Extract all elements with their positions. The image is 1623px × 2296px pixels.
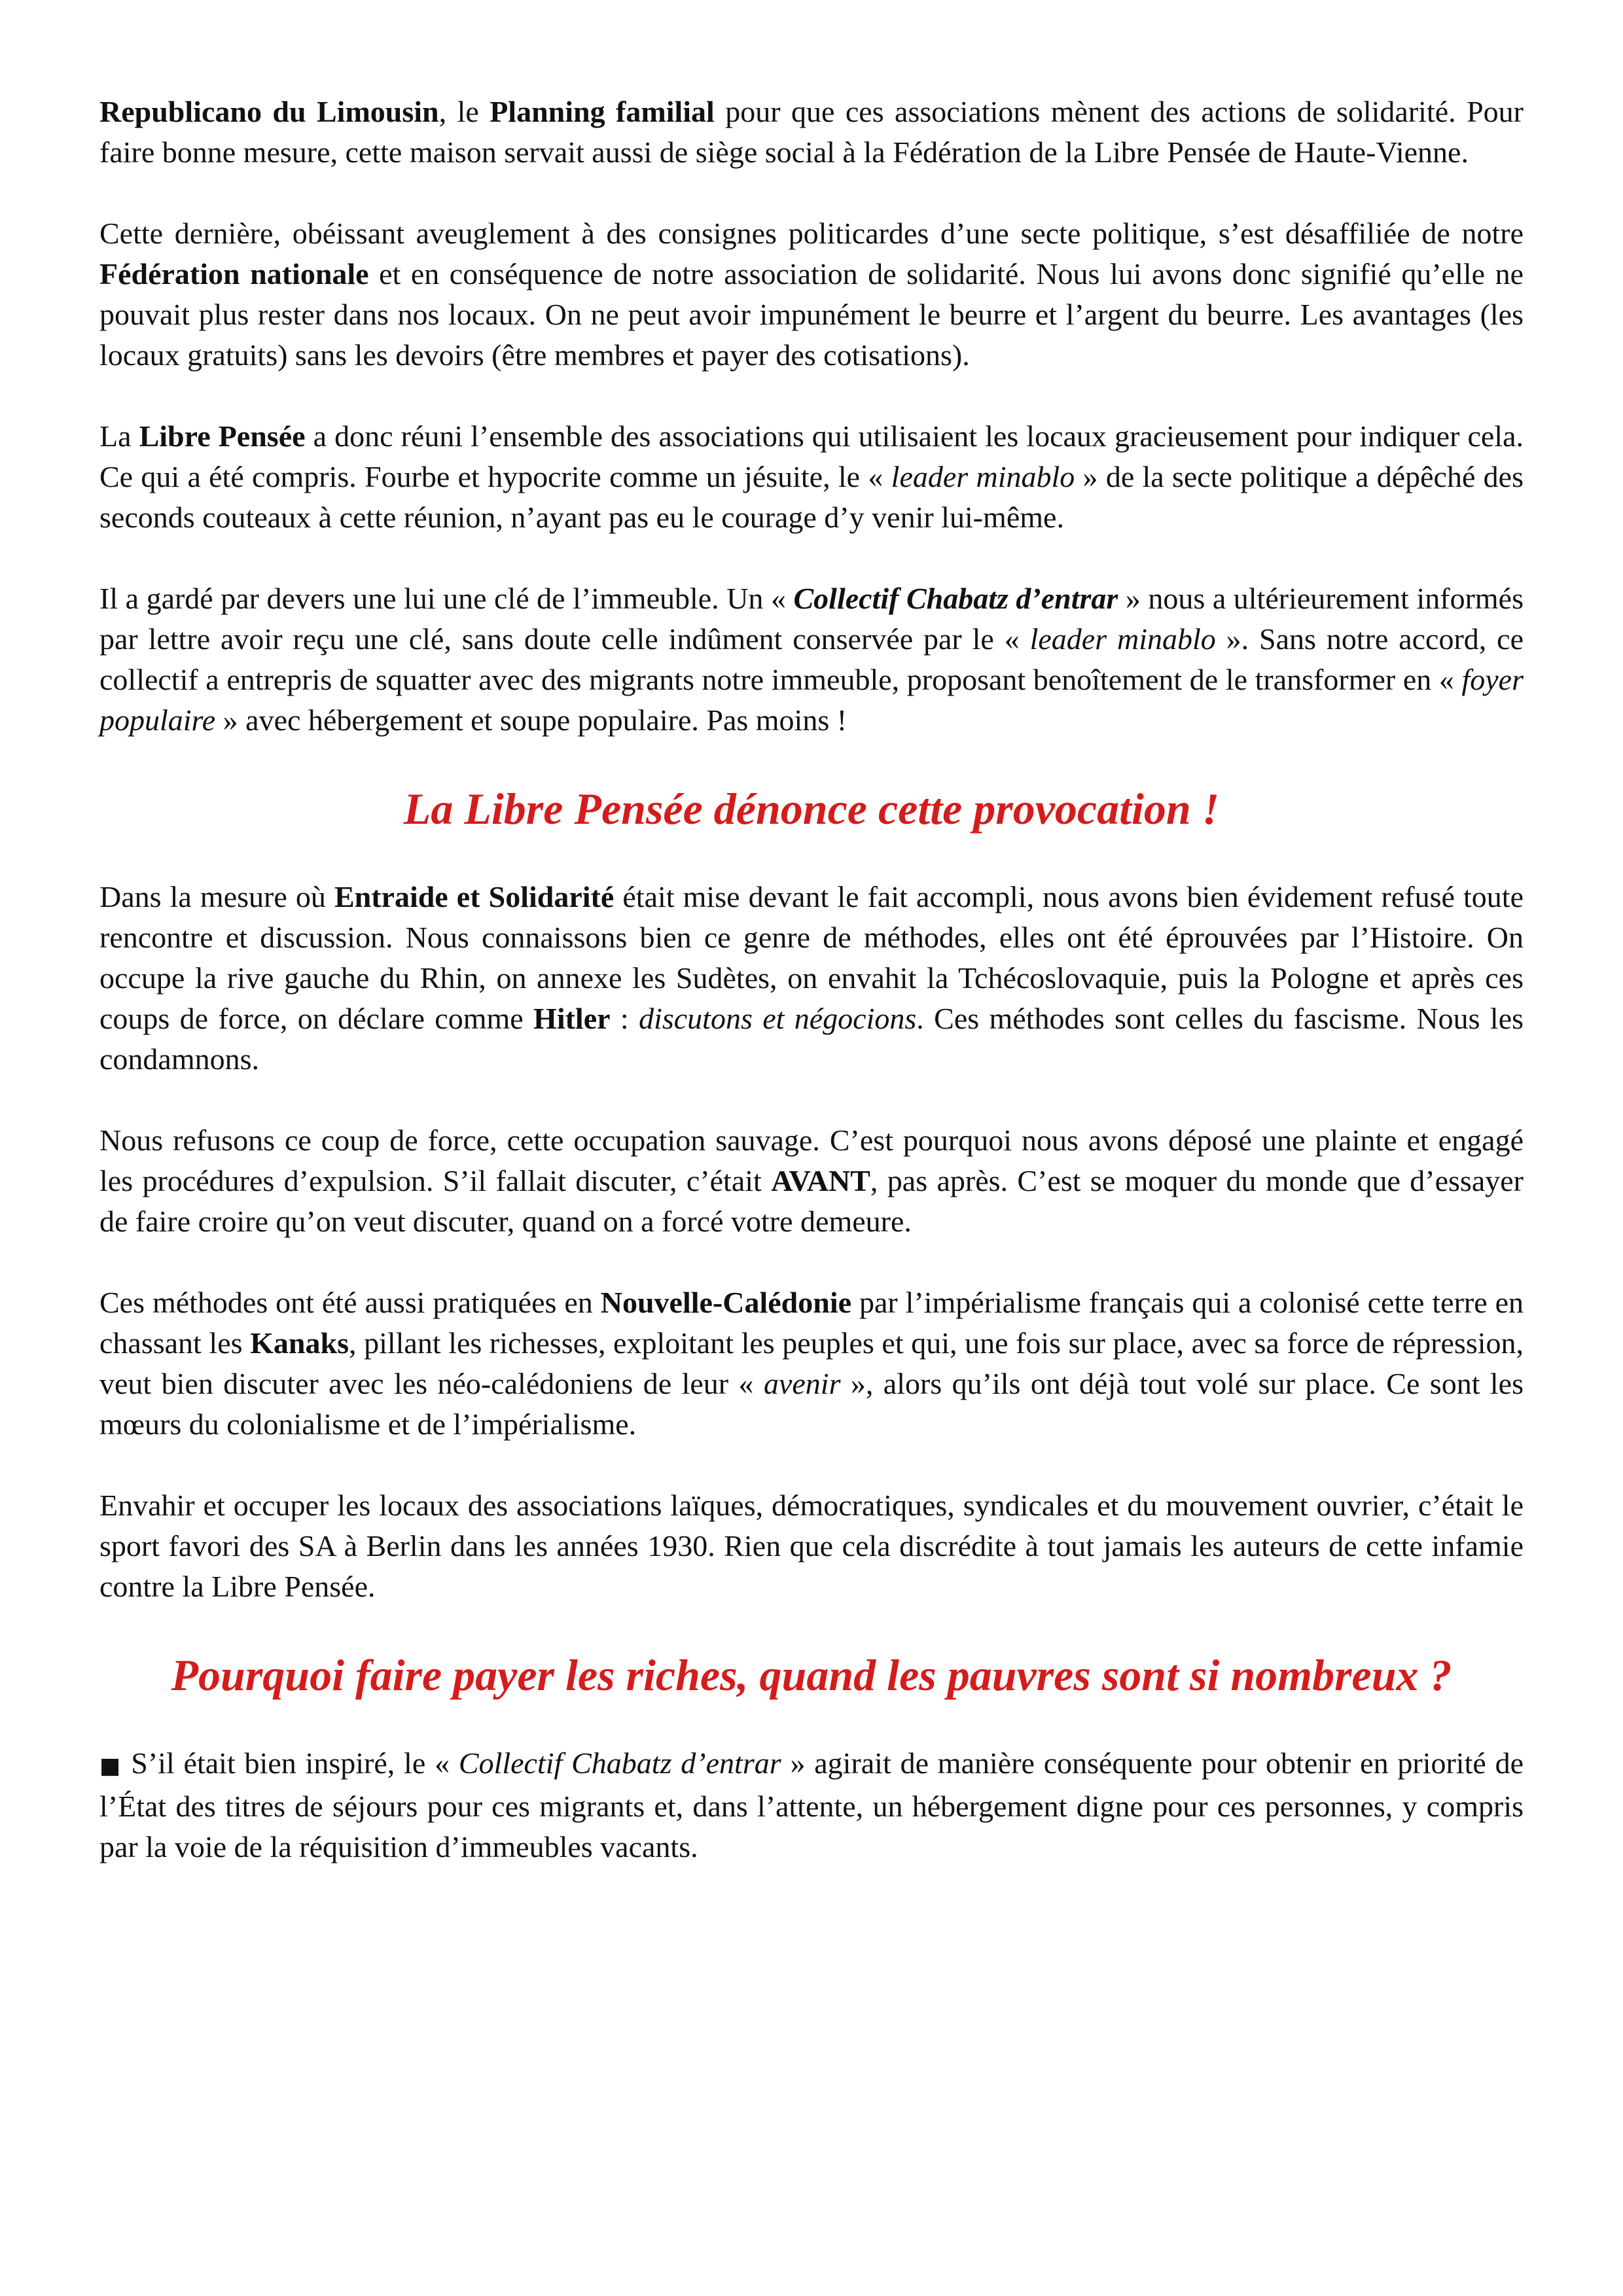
bold-term: AVANT <box>771 1164 870 1197</box>
italic-quote: Collectif Chabatz d’entrar <box>458 1746 781 1780</box>
italic-quote: foyer populaire <box>99 663 1524 737</box>
text-run: Cette dernière, obéissant aveuglement à des consignes politicardes d’une secte politique, s’est désaffiliée de notre <box>99 217 1524 250</box>
paragraph-4 <box>99 578 1524 741</box>
paragraph-7 <box>99 1282 1524 1445</box>
paragraph-2 <box>99 213 1524 376</box>
text-run: La <box>99 419 139 453</box>
text-run: Il a gardé par devers une lui une clé de l’immeuble. Un « <box>99 582 794 615</box>
text-run: : <box>610 1002 639 1035</box>
text-run: ». Sans notre accord, ce collectif a entrepris de squatter avec des migrants notre immeuble, proposant benoîtement de le transformer en « <box>99 622 1524 696</box>
paragraph-8 <box>99 1485 1524 1607</box>
text-run: a donc réuni l’ensemble des associations qui utilisaient les locaux gracieusement pour indiquer cela. Ce qui a été compris. Fourbe et hypocrite comme un jésuite, le « <box>99 419 1524 493</box>
text-run: », alors qu’ils ont déjà tout volé sur place. Ce sont les mœurs du colonialisme et de l’impérialisme. <box>99 1367 1524 1441</box>
text-run: » de la secte politique a dépêché des seconds couteaux à cette réunion, n’ayant pas eu le courage d’y venir lui-même. <box>99 460 1524 534</box>
bold-term: Hitler <box>533 1002 611 1035</box>
italic-quote: leader minablo <box>1029 622 1216 656</box>
bold-term: Republicano du Limousin <box>99 95 439 128</box>
italic-quote: leader minablo <box>891 460 1075 493</box>
bold-term: Nouvelle-Calédonie <box>600 1286 852 1319</box>
text-run: pour que ces associations mènent des actions de solidarité. Pour faire bonne mesure, cette maison servait aussi de siège social à la Fédération de la Libre Pensée de Haute-Vienne. <box>99 95 1524 169</box>
paragraph-3 <box>99 416 1524 538</box>
text-run: » avec hébergement et soupe populaire. Pas moins ! <box>215 703 847 737</box>
text-run: » agirait de manière conséquente pour obtenir en priorité de l’État des titres de séjours pour ces migrants et, dans l’attente, un hébergement digne pour ces personnes, y compris par la voie de la réquisition d’immeubles vacants. <box>99 1746 1524 1863</box>
bullet-square-icon: ■ <box>99 1753 122 1779</box>
text-run: S’il était bien inspiré, le « <box>122 1746 459 1780</box>
paragraph-1 <box>99 92 1524 173</box>
paragraph-9 <box>99 1743 1524 1867</box>
paragraph-6 <box>99 1120 1524 1242</box>
text-run: Ces méthodes ont été aussi pratiquées en <box>99 1286 601 1319</box>
text-run: . Ces méthodes sont celles du fascisme. Nous les condamnons. <box>99 1002 1524 1076</box>
bold-term: Libre Pensée <box>139 419 306 453</box>
paragraph-5 <box>99 877 1524 1080</box>
italic-quote: avenir <box>763 1367 841 1400</box>
text-run: , le <box>438 95 490 128</box>
bold-term: Fédération nationale <box>99 257 369 291</box>
bold-italic-term: Collectif Chabatz d’entrar <box>793 582 1118 615</box>
text-run: était mise devant le fait accompli, nous avons bien évidement refusé toute rencontre et discussion. Nous connaissons bien ce genre de méthodes, elles ont été éprouvées par l’Histoire. On occupe la rive gauche du Rhin, on annexe les Sudètes, on envahit la Tchécoslovaquie, puis la Pologne et après ces coups de force, on déclare comme <box>99 880 1524 1035</box>
italic-quote: discutons et négocions <box>639 1002 917 1035</box>
text-run: Nous refusons ce coup de force, cette occupation sauvage. C’est pourquoi nous avons déposé une plainte et engagé les procédures d’expulsion. S’il fallait discuter, c’était <box>99 1123 1524 1197</box>
text-run: Dans la mesure où <box>99 880 334 913</box>
bold-term: Entraide et Solidarité <box>334 880 615 913</box>
bold-term: Kanaks <box>250 1326 349 1360</box>
text-run: , pillant les richesses, exploitant les peuples et qui, une fois sur place, avec sa force de répression, veut bien discuter avec les néo-calédoniens de leur « <box>99 1326 1524 1400</box>
document-page <box>99 92 1524 1908</box>
section-heading-1: La Libre Pensée dénonce cette provocation ! <box>403 784 1220 834</box>
text-run: , pas après. C’est se moquer du monde que d’essayer de faire croire qu’on veut discuter, quand on a forcé votre demeure. <box>99 1164 1524 1238</box>
text-run: par l’impérialisme français qui a colonisé cette terre en chassant les <box>99 1286 1524 1360</box>
text-run: Envahir et occuper les locaux des associations laïques, démocratiques, syndicales et du mouvement ouvrier, c’était le sport favori des SA à Berlin dans les années 1930. Rien que cela discrédite à tout jamais les auteurs de cette infamie contre la Libre Pensée. <box>99 1489 1524 1603</box>
text-run: et en conséquence de notre association de solidarité. Nous lui avons donc signifié qu’elle ne pouvait plus rester dans nos locaux. On ne peut avoir impunément le beurre et l’argent du beurre. Les avantages (les locaux gratuits) sans les devoirs (être membres et payer des cotisations). <box>99 257 1524 372</box>
section-heading-2: Pourquoi faire payer les riches, quand les pauvres sont si nombreux ? <box>171 1650 1452 1700</box>
text-run: » nous a ultérieurement informés par lettre avoir reçu une clé, sans doute celle indûment conservée par le « <box>99 582 1524 656</box>
bold-term: Planning familial <box>490 95 715 128</box>
